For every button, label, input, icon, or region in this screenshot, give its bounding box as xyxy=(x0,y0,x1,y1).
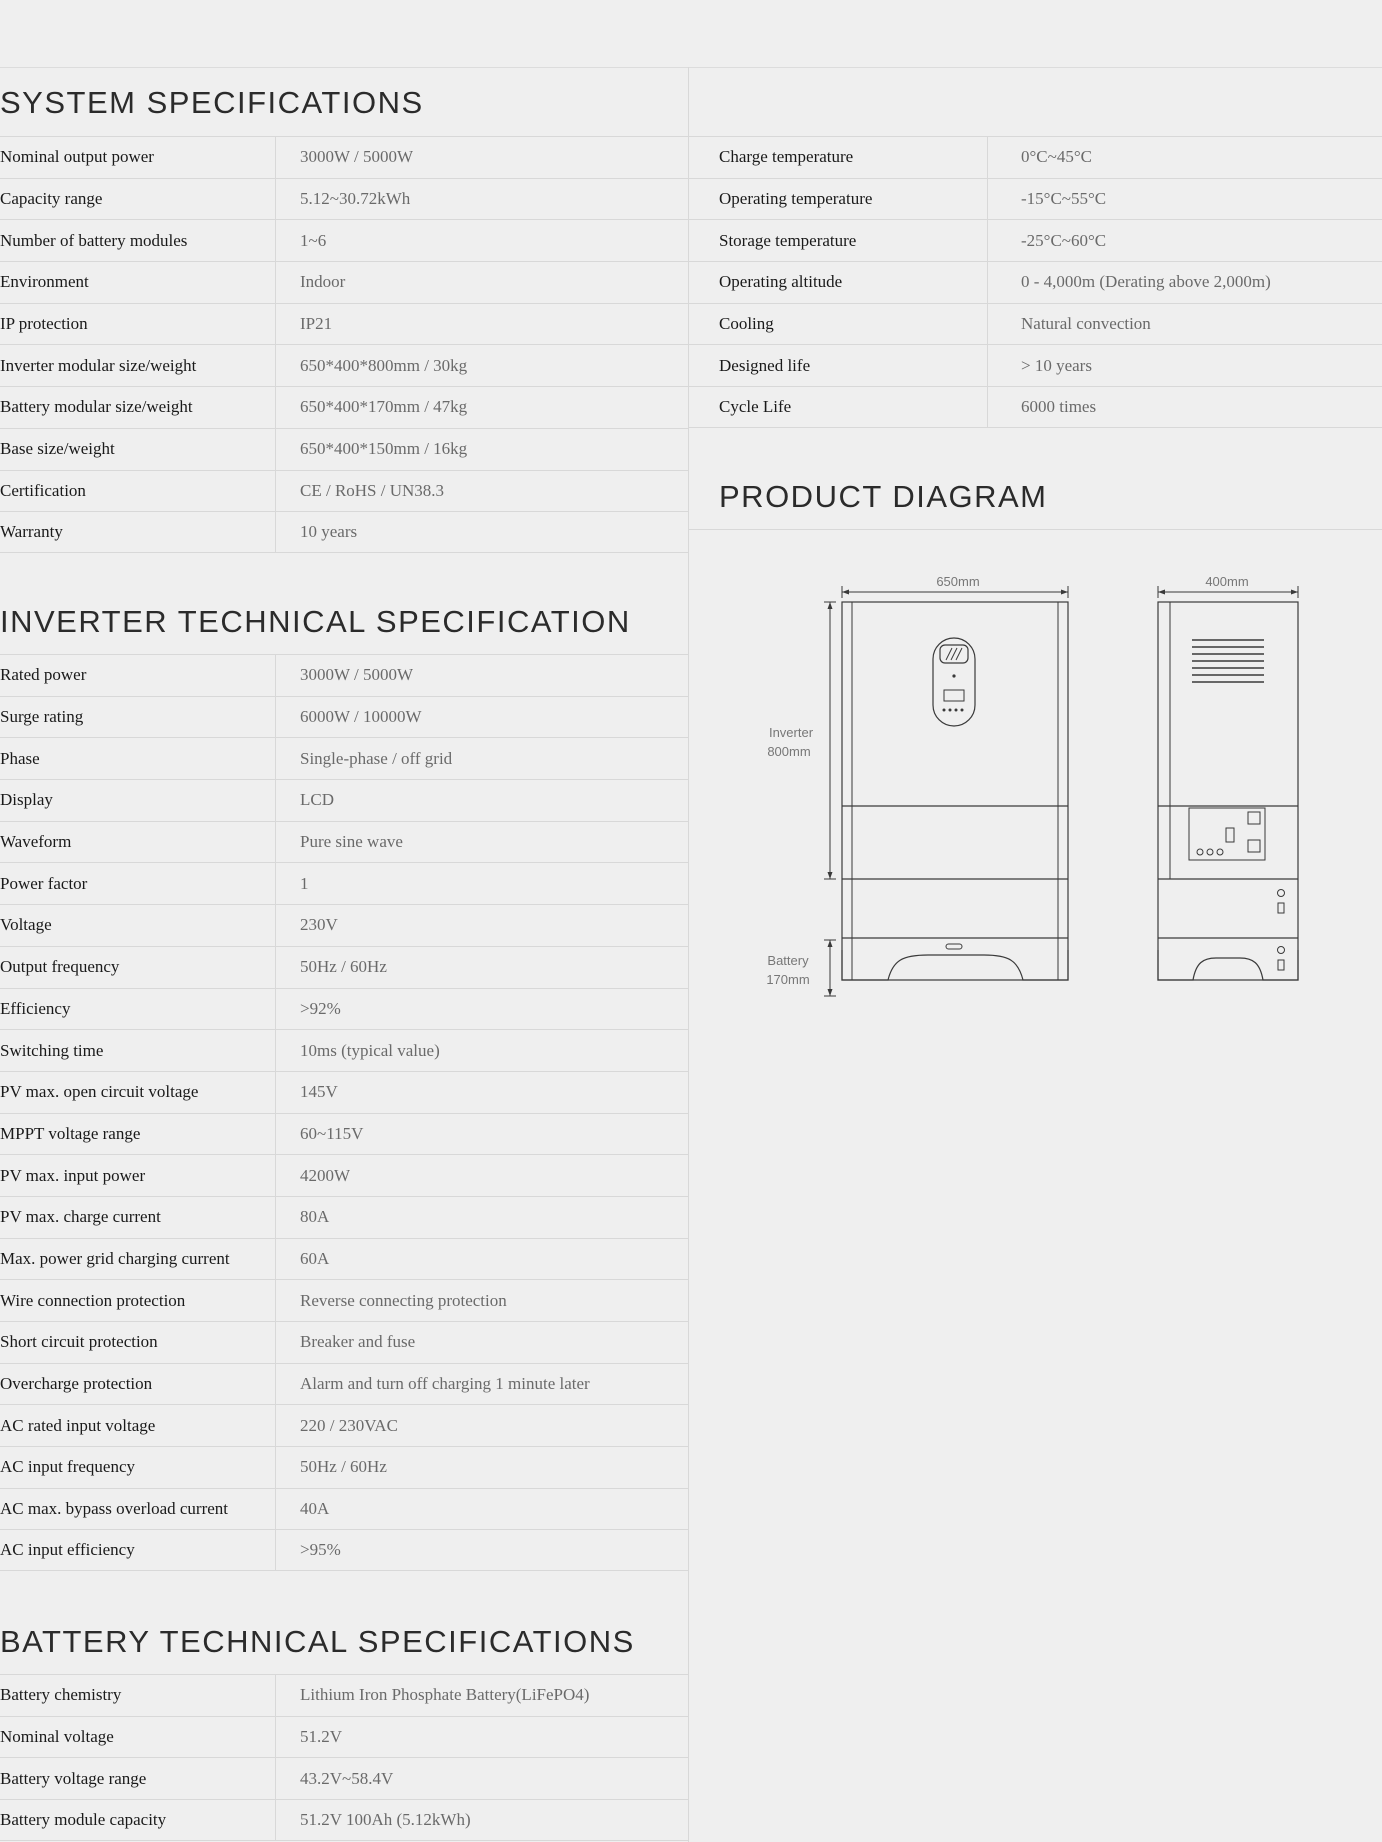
spec-value: IP21 xyxy=(300,314,333,334)
spec-label: AC rated input voltage xyxy=(0,1415,156,1435)
cell-divider xyxy=(275,1364,276,1405)
cell-divider xyxy=(275,1758,276,1799)
spec-value: 650*400*170mm / 47kg xyxy=(300,397,468,417)
cell-divider xyxy=(275,947,276,988)
spec-row xyxy=(688,136,1382,178)
spec-value: 4200W xyxy=(300,1165,351,1185)
cell-divider xyxy=(987,304,988,345)
system-specifications-table xyxy=(0,136,688,553)
spec-row xyxy=(0,1279,688,1321)
spec-label: Base size/weight xyxy=(0,439,115,459)
spec-value: Breaker and fuse xyxy=(300,1332,416,1352)
side-width-label: 400mm xyxy=(1205,574,1249,589)
cell-divider xyxy=(275,1114,276,1155)
spec-row xyxy=(0,821,688,863)
cell-divider xyxy=(275,429,276,470)
spec-label: Rated power xyxy=(0,665,87,685)
spec-label: Max. power grid charging current xyxy=(0,1248,230,1268)
spec-value: 43.2V~58.4V xyxy=(300,1768,394,1788)
spec-value: 230V xyxy=(300,915,338,935)
spec-row xyxy=(0,1488,688,1530)
spec-row xyxy=(688,261,1382,303)
side-view xyxy=(1158,574,1298,980)
spec-row xyxy=(0,946,688,988)
spec-row xyxy=(0,219,688,261)
spec-value: 0°C~45°C xyxy=(1021,147,1092,167)
cell-divider xyxy=(275,512,276,552)
spec-row xyxy=(0,386,688,428)
spec-row xyxy=(0,1029,688,1071)
spec-row xyxy=(0,1529,688,1571)
cell-divider xyxy=(275,780,276,821)
spec-label: Battery voltage range xyxy=(0,1768,147,1788)
spec-value: 80A xyxy=(300,1207,330,1227)
spec-row xyxy=(688,344,1382,386)
spec-row xyxy=(0,178,688,220)
cell-divider xyxy=(275,387,276,428)
cell-divider xyxy=(275,1030,276,1071)
system-specifications-title: SYSTEM SPECIFICATIONS xyxy=(0,85,424,120)
spec-row xyxy=(0,1363,688,1405)
spec-value: Pure sine wave xyxy=(300,832,403,852)
spec-row xyxy=(0,1154,688,1196)
spec-label: Designed life xyxy=(719,355,811,375)
spec-value: > 10 years xyxy=(1021,355,1092,375)
spec-label: PV max. charge current xyxy=(0,1207,161,1227)
spec-label: AC input frequency xyxy=(0,1457,136,1477)
spec-value: 60A xyxy=(300,1248,330,1268)
spec-row xyxy=(0,654,688,696)
spec-value: -15°C~55°C xyxy=(1021,189,1107,209)
front-width-label: 650mm xyxy=(936,574,980,589)
spec-row xyxy=(0,1757,688,1799)
spec-label: Capacity range xyxy=(0,189,103,209)
spec-label: Operating altitude xyxy=(719,272,843,292)
cell-divider xyxy=(275,1280,276,1321)
cell-divider xyxy=(275,179,276,220)
spec-row xyxy=(0,1238,688,1280)
spec-value: CE / RoHS / UN38.3 xyxy=(300,480,445,500)
spec-label: Overcharge protection xyxy=(0,1374,153,1394)
cell-divider xyxy=(275,304,276,345)
battery-specifications-table xyxy=(0,1674,688,1841)
cell-divider xyxy=(275,697,276,738)
spec-value: 145V xyxy=(300,1082,338,1102)
cell-divider xyxy=(275,471,276,512)
spec-label: AC max. bypass overload current xyxy=(0,1499,229,1519)
spec-value: 0 - 4,000m (Derating above 2,000m) xyxy=(1021,272,1271,292)
spec-label: Surge rating xyxy=(0,707,84,727)
spec-row xyxy=(0,1113,688,1155)
inverter-specification-title: INVERTER TECHNICAL SPECIFICATION xyxy=(0,604,631,639)
cell-divider xyxy=(275,1239,276,1280)
spec-label: Operating temperature xyxy=(719,189,873,209)
spec-value: 5.12~30.72kWh xyxy=(300,189,411,209)
cell-divider xyxy=(275,1530,276,1570)
cell-divider xyxy=(275,220,276,261)
spec-row xyxy=(0,1446,688,1488)
spec-row xyxy=(688,178,1382,220)
spec-value: 650*400*150mm / 16kg xyxy=(300,439,468,459)
spec-value: Lithium Iron Phosphate Battery(LiFePO4) xyxy=(300,1685,590,1705)
spec-label: Display xyxy=(0,790,53,810)
spec-label: Output frequency xyxy=(0,957,120,977)
spec-row xyxy=(0,1716,688,1758)
spec-value: 220 / 230VAC xyxy=(300,1415,398,1435)
spec-row xyxy=(688,303,1382,345)
cell-divider xyxy=(987,345,988,386)
cell-divider xyxy=(275,655,276,696)
cell-divider xyxy=(275,822,276,863)
cell-divider xyxy=(275,345,276,386)
spec-label: Power factor xyxy=(0,873,88,893)
spec-value: 10ms (typical value) xyxy=(300,1040,440,1060)
spec-label: MPPT voltage range xyxy=(0,1123,141,1143)
spec-row xyxy=(688,386,1382,428)
cell-divider xyxy=(987,179,988,220)
spec-row xyxy=(0,1071,688,1113)
inverter-label: Inverter xyxy=(768,725,814,740)
spec-value: Alarm and turn off charging 1 minute later xyxy=(300,1374,590,1394)
spec-row xyxy=(0,862,688,904)
cell-divider xyxy=(275,1197,276,1238)
spec-value: Indoor xyxy=(300,272,346,292)
cell-divider xyxy=(275,262,276,303)
battery-specifications-title: BATTERY TECHNICAL SPECIFICATIONS xyxy=(0,1624,635,1659)
spec-row xyxy=(688,219,1382,261)
spec-value: 51.2V 100Ah (5.12kWh) xyxy=(300,1809,471,1829)
spec-label: Efficiency xyxy=(0,998,71,1018)
spec-value: -25°C~60°C xyxy=(1021,230,1107,250)
spec-label: Charge temperature xyxy=(719,147,854,167)
spec-label: Voltage xyxy=(0,915,52,935)
spec-value: 60~115V xyxy=(300,1123,364,1143)
spec-row xyxy=(0,303,688,345)
spec-value: 6000 times xyxy=(1021,396,1097,416)
spec-label: Battery modular size/weight xyxy=(0,397,193,417)
spec-value: 6000W / 10000W xyxy=(300,707,422,727)
cell-divider xyxy=(275,863,276,904)
cell-divider xyxy=(275,1800,276,1840)
spec-label: Switching time xyxy=(0,1040,104,1060)
spec-value: 51.2V xyxy=(300,1727,343,1747)
spec-row xyxy=(0,696,688,738)
top-divider xyxy=(0,67,1382,68)
spec-label: Phase xyxy=(0,748,40,768)
spec-value: Single-phase / off grid xyxy=(300,748,453,768)
spec-row xyxy=(0,1404,688,1446)
spec-label: Battery module capacity xyxy=(0,1809,167,1829)
spec-value: 650*400*800mm / 30kg xyxy=(300,355,468,375)
spec-value: 1 xyxy=(300,873,309,893)
battery-height-label: 170mm xyxy=(766,972,810,987)
spec-value: 50Hz / 60Hz xyxy=(300,1457,387,1477)
inverter-specification-table xyxy=(0,654,688,1571)
spec-row xyxy=(0,428,688,470)
spec-label: Nominal output power xyxy=(0,147,154,167)
spec-label: PV max. open circuit voltage xyxy=(0,1082,199,1102)
spec-value: >92% xyxy=(300,998,341,1018)
spec-label: PV max. input power xyxy=(0,1165,146,1185)
spec-value: 3000W / 5000W xyxy=(300,665,414,685)
spec-label: Certification xyxy=(0,480,86,500)
product-diagram xyxy=(688,530,1382,1070)
spec-row xyxy=(0,988,688,1030)
cell-divider xyxy=(275,1489,276,1530)
spec-label: Environment xyxy=(0,272,89,292)
spec-label: IP protection xyxy=(0,314,88,334)
spec-label: Waveform xyxy=(0,832,72,852)
spec-label: Nominal voltage xyxy=(0,1727,114,1747)
spec-row xyxy=(0,1799,688,1841)
spec-label: AC input efficiency xyxy=(0,1540,135,1560)
cell-divider xyxy=(987,262,988,303)
spec-value: 50Hz / 60Hz xyxy=(300,957,387,977)
cell-divider xyxy=(275,1322,276,1363)
cell-divider xyxy=(275,1675,276,1716)
cell-divider xyxy=(275,1405,276,1446)
cell-divider xyxy=(275,989,276,1030)
cell-divider xyxy=(275,137,276,178)
spec-label: Cycle Life xyxy=(719,396,792,416)
cell-divider xyxy=(275,905,276,946)
cell-divider xyxy=(275,1155,276,1196)
spec-row xyxy=(0,470,688,512)
spec-row xyxy=(0,737,688,779)
spec-label: Short circuit protection xyxy=(0,1332,158,1352)
spec-label: Inverter modular size/weight xyxy=(0,355,197,375)
spec-value: LCD xyxy=(300,790,334,810)
spec-value: 3000W / 5000W xyxy=(300,147,414,167)
spec-label: Storage temperature xyxy=(719,230,857,250)
spec-row xyxy=(0,779,688,821)
spec-value: 10 years xyxy=(300,522,358,542)
spec-value: >95% xyxy=(300,1540,341,1560)
cell-divider xyxy=(275,1717,276,1758)
cell-divider xyxy=(987,387,988,427)
spec-value: 1~6 xyxy=(300,230,327,250)
spec-row xyxy=(0,904,688,946)
spec-value: 40A xyxy=(300,1499,330,1519)
spec-row xyxy=(0,344,688,386)
system-specifications-table-right xyxy=(688,136,1382,428)
spec-label: Number of battery modules xyxy=(0,230,188,250)
product-diagram-title: PRODUCT DIAGRAM xyxy=(719,479,1048,514)
spec-label: Cooling xyxy=(719,314,774,334)
spec-row xyxy=(0,1196,688,1238)
cell-divider xyxy=(275,1072,276,1113)
cell-divider xyxy=(275,1447,276,1488)
spec-row xyxy=(0,1674,688,1716)
spec-row xyxy=(0,136,688,178)
spec-row xyxy=(0,511,688,553)
spec-row xyxy=(0,261,688,303)
spec-row xyxy=(0,1321,688,1363)
front-view xyxy=(766,574,1068,996)
cell-divider xyxy=(987,220,988,261)
spec-value: Natural convection xyxy=(1021,314,1151,334)
inverter-height-label: 800mm xyxy=(767,744,811,759)
cell-divider xyxy=(275,738,276,779)
spec-label: Wire connection protection xyxy=(0,1290,186,1310)
spec-label: Warranty xyxy=(0,522,63,542)
spec-value: Reverse connecting protection xyxy=(300,1290,507,1310)
spec-label: Battery chemistry xyxy=(0,1685,122,1705)
cell-divider xyxy=(987,137,988,178)
battery-label: Battery xyxy=(767,953,809,968)
